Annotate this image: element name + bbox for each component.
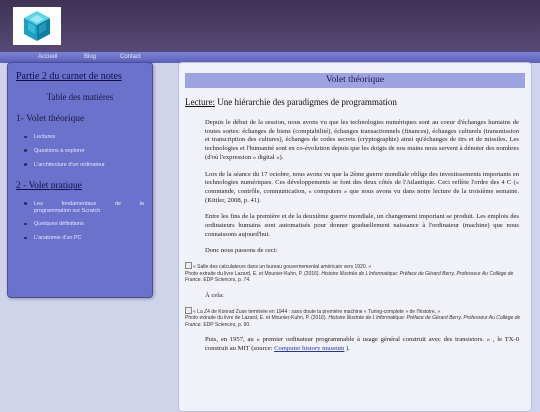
paragraph-4: Donc nous passons de ceci: xyxy=(205,247,278,255)
nav-contact[interactable]: Contact xyxy=(120,54,141,60)
lecture-label: Lecture: xyxy=(185,97,215,107)
main-content xyxy=(178,62,532,412)
paragraph-6 xyxy=(205,336,519,353)
sidebar-item-anatomie-pc[interactable]: L'anatomie d'un PC xyxy=(24,235,144,242)
lecture-heading xyxy=(185,97,525,107)
paragraph-3: Entre les fins de la première et de la deuxième guerre mondiale, un changement important se produit. Les emplois des ordinateurs humains sont automatisés pour donner graduellement naissance à l'ordinateur (machine) que nous connaissons aujourd'hui. xyxy=(205,213,519,238)
figure-caption-2 xyxy=(185,307,525,329)
sidebar-item-questions[interactable]: Questions à explorer xyxy=(24,148,144,155)
sidebar-item-scratch[interactable] xyxy=(24,201,144,215)
sidebar-item-lectures[interactable]: Lectures xyxy=(24,134,144,141)
figure-caption-1 xyxy=(185,262,525,284)
lecture-title: Une hiérarchie des paradigmes de programmation xyxy=(214,97,397,107)
fig2-source: Photo extraite du livre de Lazard, E. et Mounier-Kuhn, P. (2016). xyxy=(185,315,329,322)
nav-accueil[interactable]: Accueil xyxy=(38,54,58,60)
scratch-second-line: programmation sur Scratch xyxy=(34,207,101,214)
nav-blog[interactable]: Blog xyxy=(84,54,97,60)
section1-list xyxy=(16,134,144,169)
section-volet-pratique-link[interactable]: 2 - Volet pratique xyxy=(16,180,82,191)
paragraph-1: Depuis le début de la session, nous avons vu que les technologies numériques sont au coeur d'échanges humains de toutes sortes: échanges de biens (comptabilité), échanges transactionnels (finances), échanges culturels (transmission et transcription des cultures), échanges de codes secrets (cryptographie) ainsi qu'échanges de tirs et de missiles. Les technologies et l'humanité sont en co-évolution depuis que les doigts de nos mains nous servent à dénoter des nombres (d'où l'expression « digital »). xyxy=(205,119,519,161)
word: la xyxy=(139,200,144,207)
computer-history-museum-link[interactable]: Computer history museum xyxy=(274,345,345,353)
cube-logo-icon xyxy=(20,9,54,43)
sidebar xyxy=(7,62,153,298)
section2-list xyxy=(16,201,144,243)
broken-image-icon xyxy=(185,262,192,269)
paragraph-2: Lors de la séance du 17 octobre, nous avons vu que la 2ème guerre mondiale oblige des investissements importants en technologies numériques. Ces développements se font des deux côtés de l'Atlantique. Ceci reflète l'ordre des 4 C (« commande, contrôle, communication, « computers » que nous avons vu dans notre lecture de la troisième semaine. (Kittler, 2008, p. 41). xyxy=(205,170,519,204)
p6-text: Puis, en 1957, au « premier ordinateur programmable à usage général construit avec des transistors. » , le TX-0 construit au MIT (source: xyxy=(205,336,519,353)
fig2-line1: « La Z4 de Konrad Zuse terminée en 1944 : sans doute la première machine « Turing-complete » de l'histoire. » xyxy=(193,308,441,315)
fig1-source-end: . EDP Sciences, p. 74. xyxy=(200,277,251,284)
word: Les xyxy=(34,200,43,207)
sidebar-title-link[interactable]: Partie 2 du carnet de notes xyxy=(16,71,122,82)
scratch-first-line xyxy=(34,201,144,208)
fig2-book-title: Histoire Illustrée de L'informatique: Préface de Gérard Berry, Professeur Au Collège de France xyxy=(185,315,521,328)
paragraph-5: À cela: xyxy=(205,291,224,299)
broken-image-icon xyxy=(185,307,192,314)
fig2-source-end: . EDP Sciences, p. 90. xyxy=(200,321,251,328)
word: fondamentaux xyxy=(61,200,97,207)
fig1-book-title: Histoire Illustrée de L'informatique: Préface de Gérard Berry, Professeur Au Collège de France xyxy=(185,270,514,284)
word: de xyxy=(114,200,122,207)
site-header xyxy=(0,0,540,52)
logo[interactable] xyxy=(13,7,61,45)
sidebar-item-architecture[interactable]: L'architecture d'un ordinateur xyxy=(24,162,144,169)
sidebar-item-definitions[interactable]: Quelques définitions xyxy=(24,221,144,228)
p6-end: ). xyxy=(344,345,350,353)
fig1-line1: « Salle des calculateurs dans un bureau gouvernemental américain vers 1920. » xyxy=(193,264,372,271)
toc-heading: Table des matières xyxy=(46,92,114,102)
page-title: Volet théorique xyxy=(185,73,525,88)
fig1-source: Photo extraite du livre Lazard, E. et Mounier-Kuhn, P. (2016). xyxy=(185,270,322,277)
section-volet-theorique: 1- Volet théorique xyxy=(16,114,85,124)
